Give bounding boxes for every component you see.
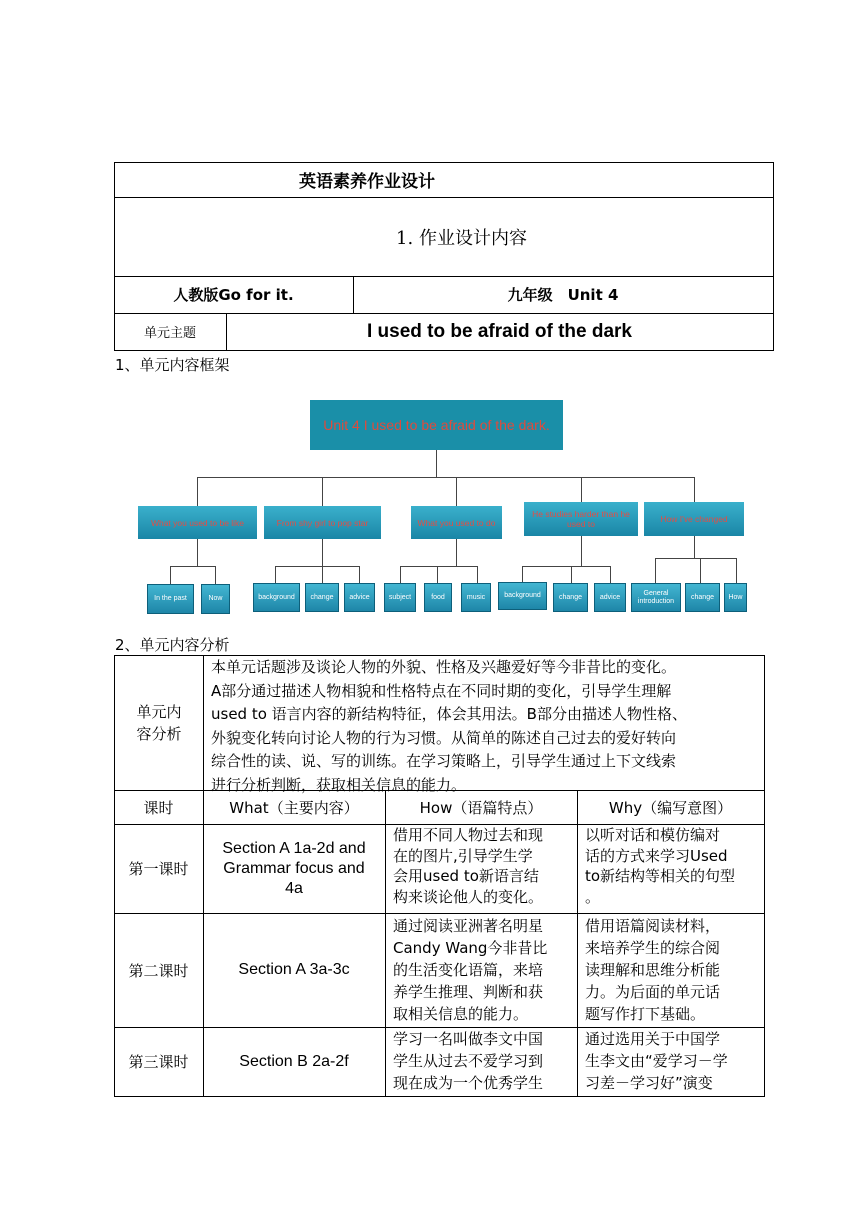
lesson-1-why [585,825,761,907]
lesson-1-label: 第一课时 [128,860,189,878]
lesson-2-what [203,913,385,1027]
cell-line: 4a [285,879,303,897]
table-border [114,350,774,351]
leaf-background: background [253,583,300,612]
table-border [114,1096,765,1097]
analysis-line: 综合性的读、说、写的训练。在学习策略上，引导学生通过上下文线索 [211,752,677,770]
cell-line: to新结构等相关的句型 [585,867,736,885]
column-header-how: How（语篇特点） [419,798,543,817]
cell-line: 来培养学生的综合阅 [585,939,721,957]
lesson-2-label: 第二课时 [128,961,189,980]
mind-map-root: Unit 4 I used to be afraid of the dark. [310,400,563,450]
cell-line: 生李文由“爱学习－学 [585,1052,728,1070]
framework-heading: 1、单元内容框架 [115,356,230,374]
leaf-change: change [305,583,339,612]
cell-line: Candy Wang今非昔比 [393,939,548,957]
analysis-line: 本单元话题涉及谈论人物的外貌、性格及兴趣爱好等今非昔比的变化。 [211,658,677,676]
section-title: 1. 作业设计内容 [396,227,527,249]
table-border [385,790,386,1096]
cell-line: 习差－学习好”演变 [585,1074,713,1092]
cell-line: Section A 1a-2d and [222,839,366,857]
cell-line: 取相关信息的能力。 [393,1005,529,1023]
lesson-3-what [203,1027,385,1096]
analysis-line: used to 语言内容的新结构特征，体会其用法。B部分由描述人物性格、 [211,705,687,723]
leaf-change: change [553,583,588,612]
leaf-background: background [498,582,547,610]
cell-line: 会用used to新语言结 [393,867,539,885]
branch-what-you-used-to-be-like: What you used to be like [138,506,257,539]
grade-label: 九年级 Unit 4 [507,286,619,304]
cell-line: Section B 2a-2f [239,1052,349,1070]
cell-line: 以听对话和模仿编对 [585,826,721,844]
column-header-what: What（主要内容） [229,798,359,817]
lesson-2-how [393,915,573,1025]
cell-line: 在的图片,引导学生学 [393,846,533,865]
leaf-how: How [724,583,747,612]
leaf-food: food [424,583,452,612]
table-border [764,655,765,1096]
branch-how-ive-changed: How I've changed [644,502,744,536]
cell-line: 通过阅读亚洲著名明星 [393,917,544,935]
cell-line: 的生活变化语篇，来培 [393,961,544,979]
unit-theme: I used to be afraid of the dark [367,320,632,342]
cell-line: 读理解和思维分析能 [585,961,721,979]
column-header-why: Why（编写意图） [608,798,733,817]
leaf-advice: advice [344,583,375,612]
branch-shy-girl-to-pop-star: From shy girl to pop star [264,506,381,539]
cell-line: 借用语篇阅读材料， [585,917,721,935]
main-title: 英语素养作业设计 [299,172,435,192]
leaf-general-introduction: General introduction [631,583,681,612]
cell-line: 话的方式来学习Used [585,846,728,865]
analysis-line: 外貌变化转向讨论人物的行为习惯。从简单的陈述自己过去的爱好转向 [211,728,677,747]
cell-line: 借用不同人物过去和现 [393,826,544,844]
branch-what-you-used-to-do: What you used to do [411,506,502,539]
lesson-1-how [393,825,573,907]
cell-line: 学习一名叫做李文中国 [393,1030,544,1048]
cell-line: 学生从过去不爱学习到 [393,1052,544,1070]
leaf-advice: advice [594,583,626,612]
cell-line: 力。为后面的单元话 [585,983,721,1001]
cell-line: 养学生推理、判断和获 [393,983,544,1001]
analysis-line: A部分通过描述人物相貌和性格特点在不同时期的变化，引导学生理解 [211,681,672,700]
lesson-3-why [585,1028,761,1094]
cell-line: 题写作打下基础。 [585,1005,706,1023]
cell-line: 通过选用关于中国学 [585,1030,721,1048]
leaf-change: change [685,583,720,612]
lesson-1-what [203,824,385,913]
leaf-now: Now [201,584,230,614]
lesson-2-why [585,915,761,1025]
leaf-music: music [461,583,491,612]
leaf-in-the-past: In the past [147,584,194,614]
textbook-label: 人教版Go for it. [173,286,294,304]
branch-studies-harder: He studies harder than he used to [524,502,638,536]
analysis-label: 单元内容分析 [136,702,182,743]
lesson-3-how [393,1028,573,1094]
theme-label: 单元主题 [143,326,196,341]
cell-line: Section A 3a-3c [238,961,350,978]
analysis-line: 进行分析判断，获取相关信息的能力。 [211,775,467,794]
lesson-3-label: 第三课时 [128,1053,189,1071]
table-border [577,790,578,1096]
analysis-text [211,656,761,797]
cell-line: 。 [585,887,601,906]
cell-line: 构来谈论他人的变化。 [393,887,544,906]
column-header-lesson: 课时 [143,798,174,817]
leaf-subject: subject [384,583,416,612]
cell-line: 现在成为一个优秀学生 [393,1074,544,1092]
cell-line: Grammar focus and [223,859,365,877]
analysis-heading: 2、单元内容分析 [115,636,230,654]
